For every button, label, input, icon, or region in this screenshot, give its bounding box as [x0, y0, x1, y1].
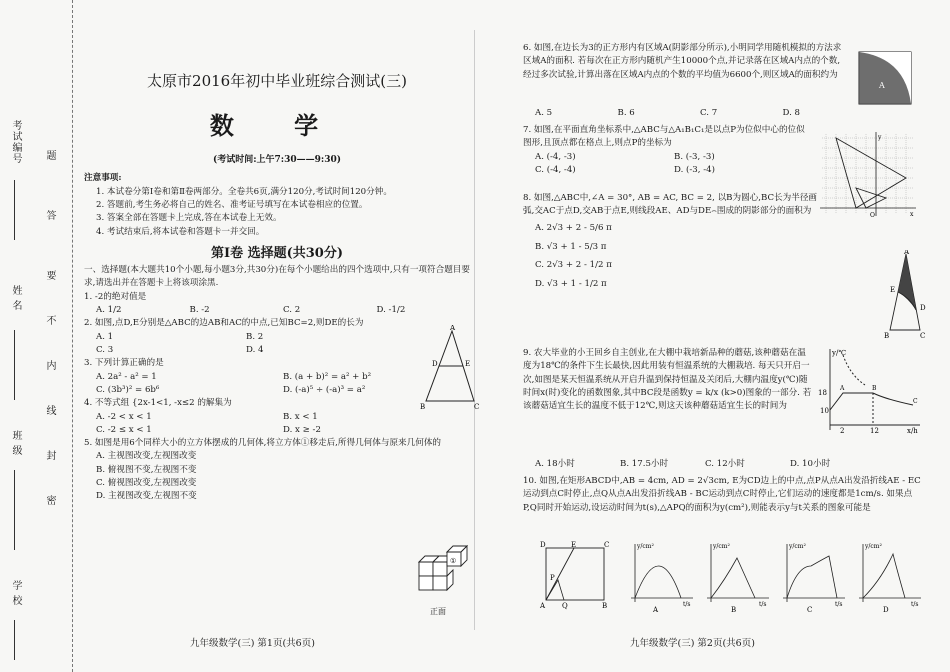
q6-square-figure	[855, 48, 915, 108]
note-item: 4. 考试结束后,将本试卷和答题卡一并交回。	[96, 226, 265, 237]
name-label: 姓 名	[10, 285, 21, 312]
note-item: 1. 本试卷分第Ⅰ卷和第Ⅱ卷两部分。全卷共6页,满分120分,考试时间120分钟。	[96, 186, 392, 197]
q5-option-b: B. 俯视图不变,左视图不变	[96, 464, 197, 475]
svg-text:P: P	[550, 574, 555, 582]
q10-rectangle-figure	[538, 540, 610, 610]
question-10-block	[523, 475, 925, 515]
question-1: 1. -2的绝对值是	[84, 291, 147, 302]
svg-text:B: B	[884, 332, 890, 340]
school-label: 学 校	[10, 580, 21, 607]
question-6: 6. 如图,在边长为3的正方形内有区域A(阴影部分所示),小明同学用随机模拟的方法求区域A的面积. 若每次在正方形内随机产生10000个点,并记录落在区域A内点的个数,经过多次试验,计算出落在区域A内点的个数的平均值为6600个,则区域A的面积约为	[523, 43, 842, 80]
svg-text:D: D	[432, 360, 438, 368]
svg-text:①: ①	[450, 557, 457, 565]
page-2-footer: 九年级数学(三) 第2页(共6页)	[630, 638, 755, 649]
svg-text:A: A	[904, 250, 910, 256]
q9-temperature-graph	[815, 345, 925, 435]
exam-number-label: 考试编号	[10, 120, 21, 164]
q4-option-c: C. -2 ≤ x < 1	[96, 424, 152, 435]
q5-option-a: A. 主视图改变,左视图改变	[96, 451, 197, 462]
page-2-col-a	[523, 42, 848, 82]
subject-title: 数 学	[209, 111, 345, 141]
question-7-block	[523, 124, 813, 177]
svg-text:E: E	[571, 541, 577, 549]
q8-option-a: A. 2√3 + 2 - 5/6 π	[535, 222, 612, 233]
q1-option-c: C. 2	[283, 305, 301, 316]
q3-option-b: B. (a + b)² = a² + b²	[283, 371, 372, 382]
q1-option-a: A. 1/2	[96, 305, 122, 316]
question-9-block	[523, 347, 813, 414]
graph-c-ylabel: y/cm²	[789, 543, 806, 550]
q9-option-a: A. 18小时	[535, 459, 575, 469]
question-9: 9. 农大毕业的小王回乡自主创业,在大棚中栽培新品种的蘑菇,该种蘑菇在温度为18℃的条件下生长最快,因此用装有恒温系统的大棚栽培. 每天只开启一次,如图是某天恒温系统从开启升温到保持恒温及关闭后,大棚内温度y(℃)随时间x(时)变化的函数图象,其中BC段是函数y = k/x (k>0)图象的一部分. 若该蘑菇适宜生长的温度不低于12℃,则这天该种蘑菇适宜生长的时间为	[523, 348, 812, 412]
svg-text:C: C	[920, 332, 926, 340]
seal-word: 封	[44, 450, 55, 461]
svg-text:E: E	[890, 286, 896, 294]
q4-option-a: A. -2 < x < 1	[96, 411, 152, 422]
q5-option-c: C. 俯视图改变,左视图改变	[96, 478, 197, 489]
svg-text:C: C	[474, 403, 480, 410]
svg-text:10: 10	[820, 407, 829, 415]
svg-text:A: A	[540, 602, 546, 610]
q9-option-c: C. 12小时	[705, 459, 745, 469]
q3-option-d: D. (-a)⁵ ÷ (-a)³ = a²	[283, 384, 366, 395]
q5-cubes-figure	[405, 540, 475, 612]
exam-number-line	[14, 180, 15, 240]
q4-option-b: B. x < 1	[283, 411, 318, 422]
q6-option-c: C. 7	[700, 108, 718, 118]
graph-d-xlabel: t/s	[911, 601, 919, 608]
q2-option-b: B. 2	[246, 331, 264, 342]
graph-d-ylabel: y/cm²	[865, 543, 882, 550]
svg-text:C: C	[913, 398, 918, 405]
graph-b-ylabel: y/cm²	[713, 543, 730, 550]
q2-option-d: D. 4	[246, 344, 264, 355]
q10-answer-graphs	[625, 540, 935, 615]
svg-text:A: A	[450, 325, 456, 332]
binding-margin	[0, 0, 73, 672]
seal-word: 题	[44, 150, 55, 161]
q7-option-c: C. (-4, -4)	[535, 164, 576, 175]
graph-a-label: A	[653, 606, 659, 614]
svg-text:2: 2	[840, 427, 845, 435]
q1-option-b: B. -2	[189, 305, 210, 316]
q6-option-d: D. 8	[782, 108, 801, 118]
note-item: 3. 答案全部在答题卡上完成,答在本试卷上无效。	[96, 213, 282, 224]
q7-option-d: D. (-3, -4)	[674, 164, 715, 175]
seal-word: 密	[44, 495, 55, 506]
svg-text:y: y	[878, 134, 882, 141]
svg-text:D: D	[920, 304, 926, 312]
svg-text:12: 12	[870, 427, 879, 435]
q6-options	[535, 107, 865, 120]
q9-option-d: D. 10小时	[790, 459, 831, 469]
svg-text:y/℃: y/℃	[832, 349, 847, 357]
exam-time: (考试时间:上午7:30——9:30)	[212, 155, 342, 166]
q7-grid-figure	[818, 130, 918, 220]
question-5: 5. 如图是用6个同样大小的立方体摆成的几何体,将立方体①移走后,所得几何体与原来几何体的	[84, 438, 442, 449]
q5-option-d: D. 主视图改变,左视图不变	[96, 491, 197, 502]
svg-text:A: A	[840, 385, 845, 392]
question-2: 2. 如图,点D,E分别是△ABC的边AB和AC的中点,已知BC=2,则DE的长为	[84, 318, 364, 329]
question-7: 7. 如图,在平面直角坐标系中,△ABC与△A₁B₁C₁是以点P为位似中心的位似图形,且顶点都在格点上,则点P的坐标为	[523, 125, 805, 149]
notes-heading: 注意事项:	[84, 173, 122, 184]
q8-triangle-figure	[880, 250, 930, 340]
class-line	[14, 470, 15, 550]
svg-text:18: 18	[818, 389, 827, 397]
seal-word: 答	[44, 210, 55, 221]
svg-text:E: E	[465, 360, 471, 368]
svg-text:x/h: x/h	[907, 427, 918, 435]
graph-c-label: C	[807, 606, 813, 614]
name-line	[14, 330, 15, 400]
q2-option-a: A. 1	[96, 331, 114, 342]
q2-triangle-figure	[420, 325, 480, 410]
question-8: 8. 如图,△ABC中,∠A = 30°, AB = AC, BC = 2, 以B为圆心,BC长为半径画弧,交AC于点D,交AB于点E,则线段AE、AD与DE⌢围成的阴影部分的面积为	[523, 193, 818, 217]
section-intro: 一、选择题(本大题共10个小题,每小题3分,共30分)在每个小题给出的四个选项中,只有一项符合题目要求,请选出并在答题卡上将该项涂黑.	[84, 265, 470, 289]
graph-a-xlabel: t/s	[683, 601, 691, 608]
svg-text:D: D	[540, 541, 546, 549]
seal-word: 线	[44, 405, 55, 416]
graph-c-xlabel: t/s	[835, 601, 843, 608]
graph-b-label: B	[731, 606, 737, 614]
svg-text:B: B	[420, 403, 426, 410]
section-heading: 第Ⅰ卷 选择题(共30分)	[211, 245, 343, 261]
class-label: 班 级	[10, 430, 21, 457]
q8-option-c: C. 2√3 + 2 - 1/2 π	[535, 260, 612, 271]
graph-a-ylabel: y/cm²	[637, 543, 654, 550]
q1-option-d: D. -1/2	[376, 305, 406, 316]
q6-option-b: B. 6	[617, 108, 635, 118]
svg-text:A: A	[879, 81, 885, 90]
q5-front-label: 正面	[430, 607, 446, 616]
svg-text:Q: Q	[562, 602, 568, 610]
exam-title: 太原市2016年初中毕业班综合测试(三)	[147, 72, 407, 90]
q4-option-d: D. x ≥ -2	[283, 424, 321, 435]
question-8-block	[523, 192, 818, 294]
question-4: 4. 不等式组 {2x-1<1, -x≤2 的解集为	[84, 398, 232, 409]
question-3: 3. 下列计算正确的是	[84, 358, 164, 369]
q9-options	[535, 458, 875, 471]
svg-text:O: O	[870, 212, 875, 219]
q2-option-c: C. 3	[96, 344, 114, 355]
q6-option-a: A. 5	[535, 108, 553, 118]
graph-b-xlabel: t/s	[759, 601, 767, 608]
school-line	[14, 620, 15, 660]
svg-text:C: C	[604, 541, 610, 549]
q3-option-a: A. 2a² - a² = 1	[96, 371, 157, 382]
page-1-footer: 九年级数学(三) 第1页(共6页)	[190, 638, 315, 649]
note-item: 2. 答题前,考生务必将自己的姓名、准考证号填写在本试卷相应的位置。	[96, 200, 368, 210]
page-1	[84, 70, 470, 504]
q9-option-b: B. 17.5小时	[620, 459, 669, 469]
q3-option-c: C. (3b³)² = 6b⁶	[96, 384, 160, 395]
q7-option-a: A. (-4, -3)	[535, 151, 576, 162]
svg-text:B: B	[872, 385, 877, 392]
q8-option-b: B. √3 + 1 - 5/3 π	[535, 241, 607, 252]
seal-word: 不	[44, 315, 55, 326]
svg-text:x: x	[910, 211, 914, 218]
q7-option-b: B. (-3, -3)	[674, 151, 715, 162]
seal-word: 要	[44, 270, 55, 281]
question-10: 10. 如图,在矩形ABCD中,AB = 4cm, AD = 2√3cm, E为CD边上的中点,点P从点A出发沿折线AE - EC运动到点C时停止,点Q从点A出发沿折线AB - BC运动到点C时停止,它们运动的速度都是1cm/s. 如果点P,Q同时开始运动,设运动时间为t(s),△APQ的面积为y(cm²),则能表示y与t关系的图象可能是	[523, 476, 921, 513]
graph-d-label: D	[883, 606, 889, 614]
svg-text:B: B	[602, 602, 608, 610]
seal-word: 内	[44, 360, 55, 371]
q8-option-d: D. √3 + 1 - 1/2 π	[535, 279, 607, 290]
